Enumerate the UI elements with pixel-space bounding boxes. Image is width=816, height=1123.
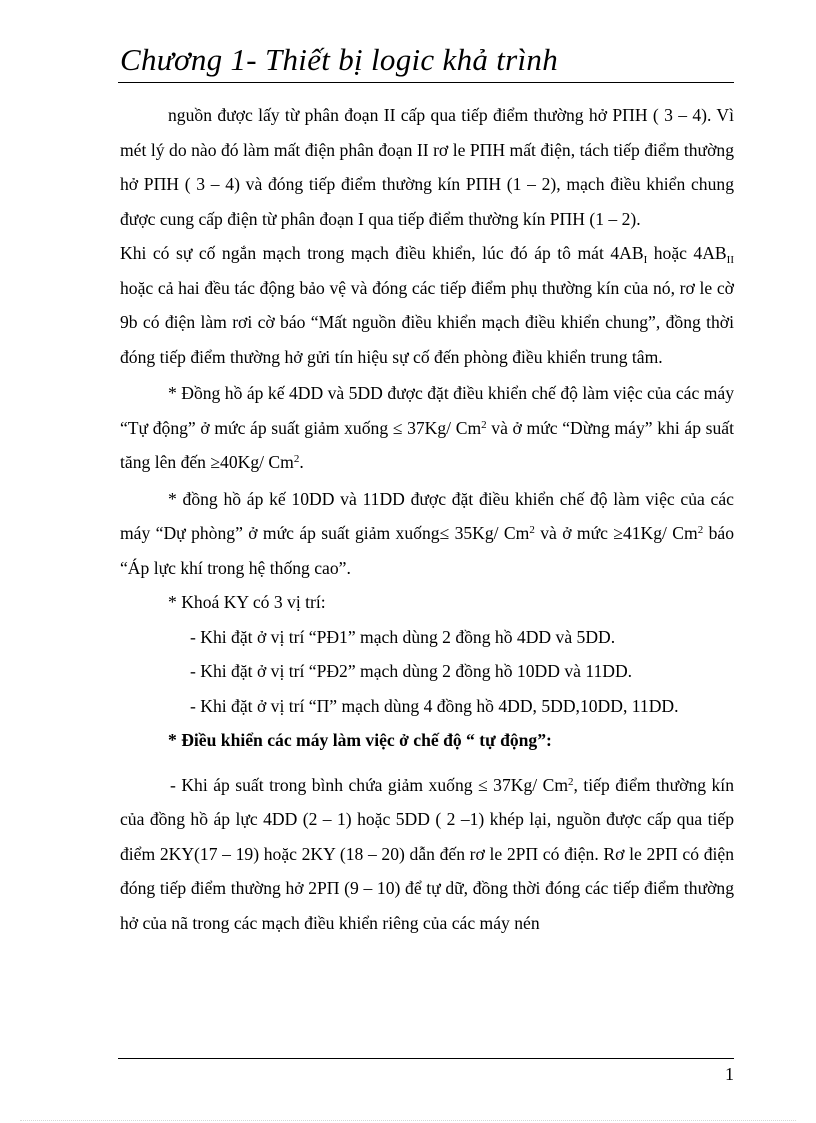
document-body	[120, 98, 734, 940]
p7-text-a: - Khi áp suất trong bình chứa giảm xuống ≤ 37Kg/ Cm	[170, 774, 569, 795]
p4-text-a: * đồng hồ áp kế 10DD và 11DD được đặt điều khiển chế độ làm việc của các máy “Dự phòng” ở mức áp suất giảm xuống≤ 35Kg/ Cm	[120, 488, 734, 543]
p4-superscript-1: 2	[529, 524, 535, 536]
bullet-item: - Khi đặt ở vị trí “Π” mạch dùng 4 đồng hồ 4DD, 5DD,10DD, 11DD.	[190, 695, 679, 716]
paragraph-5: * Khoá KY có 3 vị trí:	[168, 592, 326, 612]
paragraph-2	[120, 236, 734, 374]
paragraph-4	[120, 482, 734, 586]
p2-text-b: hoặc 4AB	[647, 243, 727, 263]
p3-superscript-1: 2	[481, 418, 487, 431]
p4-text-b: và ở mức ≥41Kg/ Cm	[534, 523, 698, 543]
paragraph-1: nguồn được lấy từ phân đoạn II cấp qua tiếp điểm thường hở PΠH ( 3 – 4). Vì mét lý do nào đó làm mất điện phân đoạn II rơ le PΠH mất điện, tách tiếp điểm thường hở PΠH ( 3 – 4) và đóng tiếp điểm thường kín PΠH (1 – 2), mạch điều khiển chung được cung cấp điện từ phân đoạn I qua tiếp điểm thường kín PΠH (1 – 2).	[120, 105, 734, 229]
p2-subscript-2: II	[726, 254, 734, 266]
p7-text-b: , tiếp điểm thường kín của đồng hồ áp lực 4DD (2 – 1) hoặc 5DD ( 2 –1) khép lại, nguồn được cấp qua tiếp điểm 2KY(17 – 19) hoặc 2KY (18 – 20) dẫn đến rơ le 2PΠ có điện. Rơ le 2PΠ có điện đóng tiếp điểm thường hở 2PΠ (9 – 10) để tự dữ, đồng thời đóng các tiếp điểm thường hở của nã trong các mạch điều khiển riêng của các máy nén	[120, 774, 734, 933]
section-heading: * Điều khiển các máy làm việc ở chế độ “ tự động”:	[168, 730, 552, 750]
p3-text-c: .	[299, 452, 304, 472]
page-edge	[20, 1120, 796, 1121]
bullet-item: - Khi đặt ở vị trí “PĐ1” mạch dùng 2 đồng hồ 4DD và 5DD.	[190, 626, 616, 647]
p7-superscript: 2	[568, 775, 574, 788]
paragraph-7	[120, 768, 734, 941]
chapter-title: Chương 1- Thiết bị logic khả trình	[120, 42, 559, 77]
footer-rule	[118, 1058, 734, 1059]
p4-text-c: báo “Áp lực khí trong hệ thống cao”.	[120, 523, 734, 578]
p4-superscript-2: 2	[697, 524, 704, 536]
page-number: 1	[725, 1064, 734, 1084]
paragraph-3	[120, 376, 734, 480]
p2-subscript-1: I	[643, 254, 648, 266]
header-rule	[118, 82, 734, 83]
bullet-item: - Khi đặt ở vị trí “PĐ2” mạch dùng 2 đồng hồ 10DD và 11DD.	[190, 661, 633, 681]
p2-text-c: hoặc cả hai đều tác động bảo vệ và đóng các tiếp điểm phụ thường kín của nó, rơ le cờ 9b có điện làm rơi cờ báo “Mất nguồn điều khiển mạch điều khiển chung”, đồng thời đóng tiếp điểm thường hở gửi tín hiệu sự cố đến phòng điều khiển trung tâm.	[120, 277, 734, 367]
p2-text-a: Khi có sự cố ngắn mạch trong mạch điều khiển, lúc đó áp tô mát 4AB	[120, 243, 644, 263]
p3-superscript-2: 2	[293, 453, 300, 465]
p3-text-a: * Đồng hồ áp kế 4DD và 5DD được đặt điều khiển chế độ làm việc của các máy “Tự động” ở mức áp suất giảm xuống ≤ 37Kg/ Cm	[120, 383, 734, 438]
p3-text-b: và ở mức “Dừng máy” khi áp suất tăng lên đến ≥40Kg/ Cm	[120, 417, 734, 472]
